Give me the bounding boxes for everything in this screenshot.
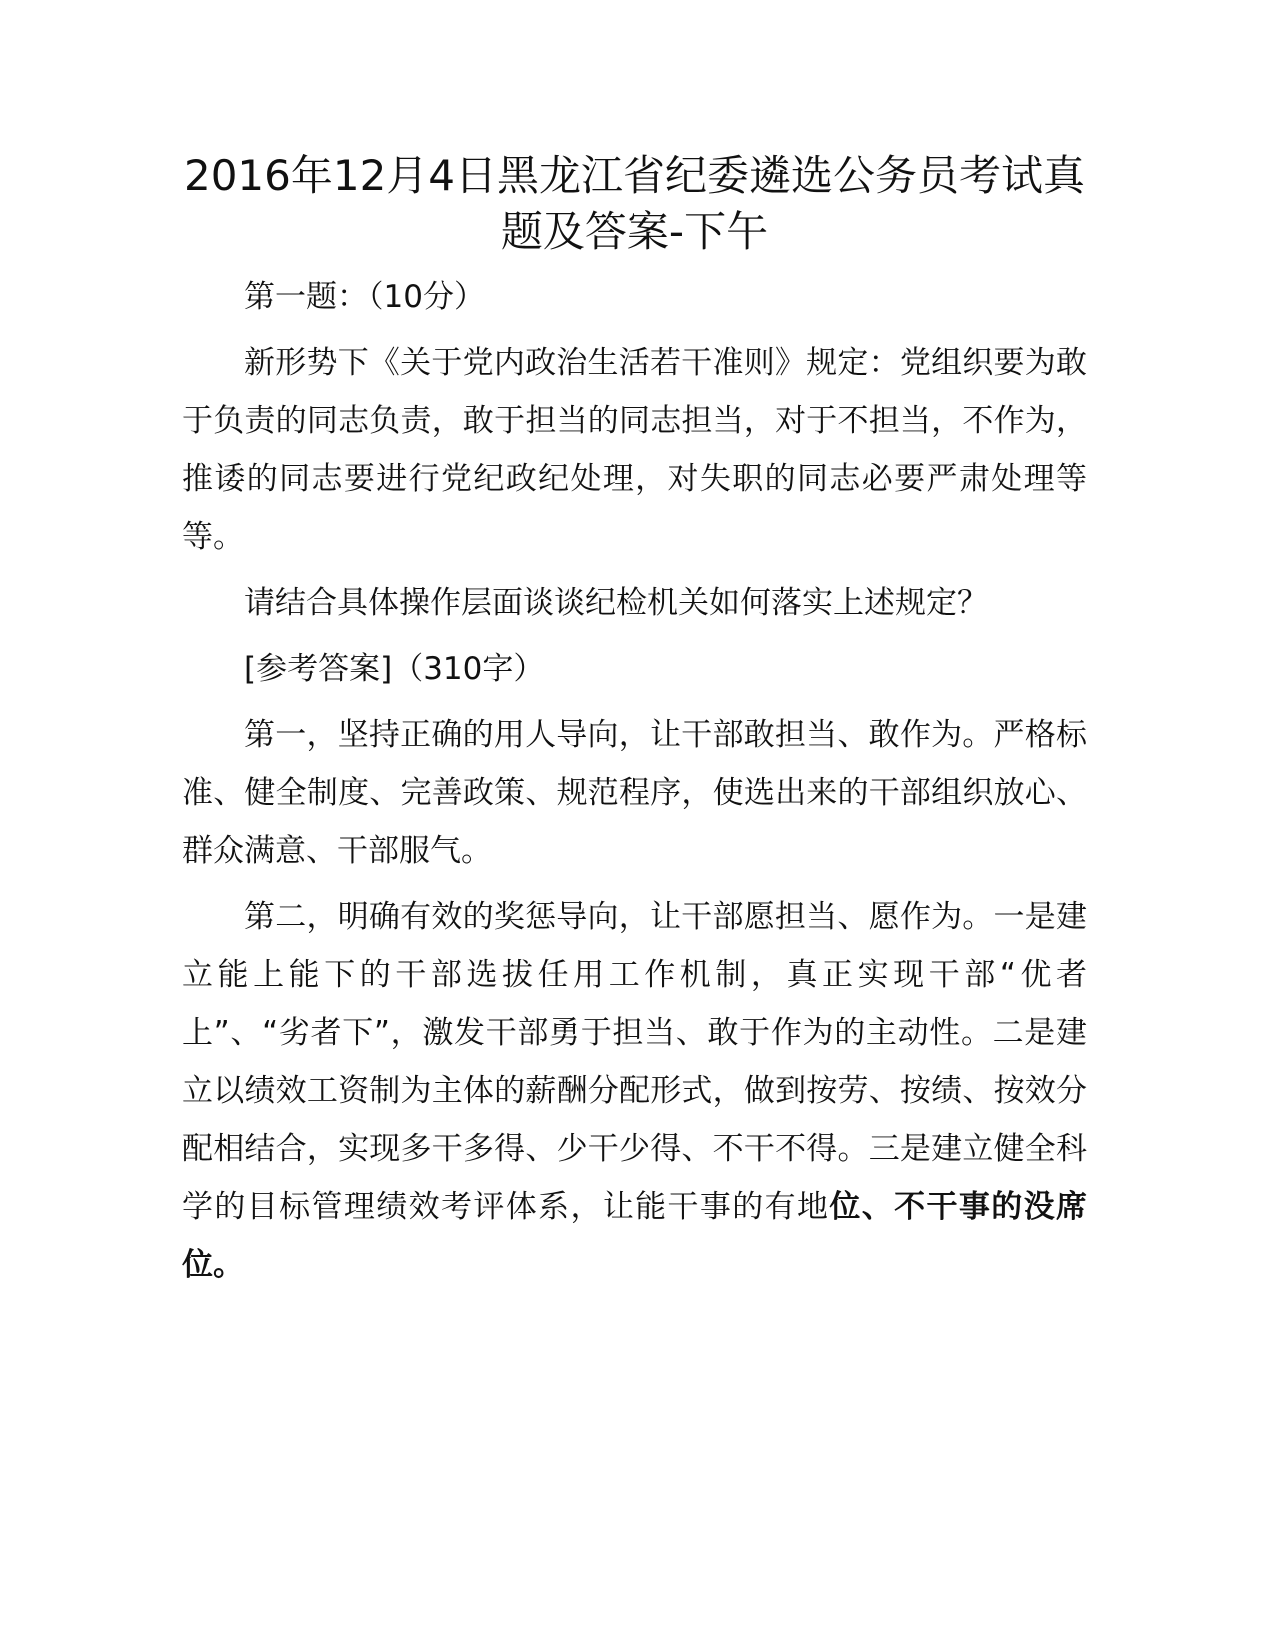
document-title: 2016年12月4日黑龙江省纪委遴选公务员考试真题及答案-下午 [183, 151, 1086, 256]
answer-paragraph-1: 第一，坚持正确的用人导向，让干部敢担当、敢作为。严格标准、健全制度、完善政策、规范程序，使选出来的干部组织放心、群众满意、干部服气。 [182, 717, 1087, 869]
document-content [182, 148, 1087, 1294]
question-heading: 第一题：（10分） [244, 279, 485, 315]
answer-heading: [参考答案]（310字） [244, 651, 545, 687]
answer-paragraph-2 [182, 888, 1087, 1294]
answer-paragraph-2-main: 第二，明确有效的奖惩导向，让干部愿担当、愿作为。一是建立能上能下的干部选拔任用工作机制，真正实现干部“优者上”、“劣者下”，激发干部勇于担当、敢于作为的主动性。二是建立以绩效工资制为主体的薪酬分配形式，做到按劳、按绩、按效分配相结合，实现多干多得、少干少得、不干不得。三是建立健全科学的目标管理绩效考评体系，让能干事的有地 [182, 899, 1087, 1225]
answer-paragraph-2-tail: 位、不干事的没席位。 [182, 1189, 1087, 1283]
question-prompt: 请结合具体操作层面谈谈纪检机关如何落实上述规定？ [244, 585, 988, 621]
question-text: 新形势下《关于党内政治生活若干准则》规定：党组织要为敢于负责的同志负责，敢于担当的同志担当，对于不担当，不作为，推诿的同志要进行党纪政纪处理，对失职的同志必要严肃处理等等。 [182, 345, 1087, 555]
